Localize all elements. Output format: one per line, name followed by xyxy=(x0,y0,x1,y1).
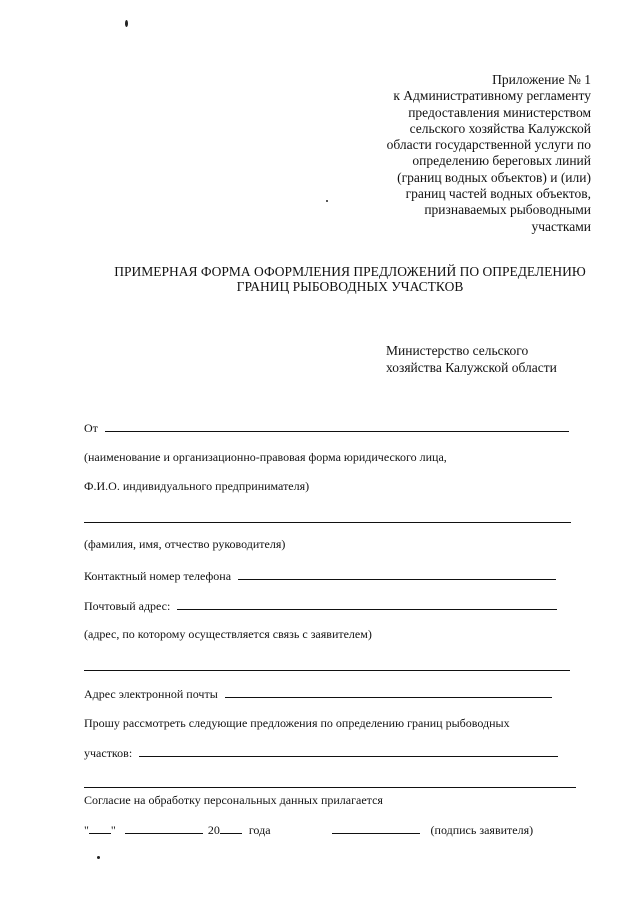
appendix-line: области государственной услуги по xyxy=(386,137,591,153)
date-quote-close: " xyxy=(110,823,116,837)
signature-field[interactable] xyxy=(332,821,420,834)
form-title-line: ПРИМЕРНАЯ ФОРМА ОФОРМЛЕНИЯ ПРЕДЛОЖЕНИЙ ПО ОПРЕДЕЛЕНИЮ xyxy=(114,264,586,279)
appendix-line: (границ водных объектов) и (или) xyxy=(397,169,591,185)
form-title-line: ГРАНИЦ РЫБОВОДНЫХ УЧАСТКОВ xyxy=(236,279,464,294)
request-text: Прошу рассмотреть следующие предложения по определению границ рыбоводных xyxy=(84,716,510,730)
appendix-line: к Административному регламенту xyxy=(393,88,591,104)
date-century: 20 xyxy=(207,823,220,837)
date-day-field[interactable] xyxy=(89,821,111,834)
appendix-line: определению береговых линий xyxy=(412,153,591,169)
postal-label: Почтовый адрес: xyxy=(84,599,171,613)
head-hint: (фамилия, имя, отчество руководителя) xyxy=(84,537,286,551)
scan-speck xyxy=(97,856,100,859)
addressee xyxy=(386,342,616,376)
appendix-line: сельского хозяйства Калужской xyxy=(409,120,591,136)
from-field[interactable] xyxy=(105,419,569,432)
email-row xyxy=(84,685,552,702)
email-field[interactable] xyxy=(225,685,552,698)
date-year-word: года xyxy=(248,823,271,837)
head-name-field[interactable] xyxy=(84,522,571,523)
scan-speck xyxy=(125,20,128,27)
appendix-line: границ частей водных объектов, xyxy=(405,186,591,202)
appendix-line: предоставления министерством xyxy=(408,104,591,120)
appendix-line: Приложение № 1 xyxy=(492,72,591,87)
addressee-line: хозяйства Калужской области xyxy=(386,360,557,375)
addressee-line: Министерство сельского xyxy=(386,343,529,358)
from-hint-1: (наименование и организационно-правовая форма юридического лица, xyxy=(84,450,447,464)
plots-continuation-line[interactable] xyxy=(84,787,576,788)
from-label: От xyxy=(84,421,98,435)
postal-field[interactable] xyxy=(177,597,557,610)
phone-field[interactable] xyxy=(238,567,556,580)
date-month-field[interactable] xyxy=(125,821,203,834)
date-year-field[interactable] xyxy=(220,821,242,834)
appendix-line: участками xyxy=(531,218,591,234)
phone-row xyxy=(84,567,556,584)
date-quote-open: " xyxy=(84,823,89,837)
email-label: Адрес электронной почты xyxy=(84,687,218,701)
signature-hint: (подпись заявителя) xyxy=(430,823,534,837)
plots-label: участков: xyxy=(84,746,133,760)
postal-address-line[interactable] xyxy=(84,670,570,671)
postal-row xyxy=(84,597,557,614)
consent-text: Согласие на обработку персональных данных прилагается xyxy=(84,793,383,807)
plots-row xyxy=(84,744,558,761)
from-row xyxy=(84,419,569,436)
form-title xyxy=(60,264,639,294)
date-signature-row xyxy=(84,821,533,838)
scan-speck xyxy=(326,200,328,202)
appendix-header xyxy=(361,72,591,235)
from-hint-2: Ф.И.О. индивидуального предпринимателя) xyxy=(84,479,310,493)
appendix-line: признаваемых рыбоводными xyxy=(424,202,591,218)
postal-hint: (адрес, по которому осуществляется связь с заявителем) xyxy=(84,627,372,641)
plots-field[interactable] xyxy=(139,744,558,757)
phone-label: Контактный номер телефона xyxy=(84,569,232,583)
